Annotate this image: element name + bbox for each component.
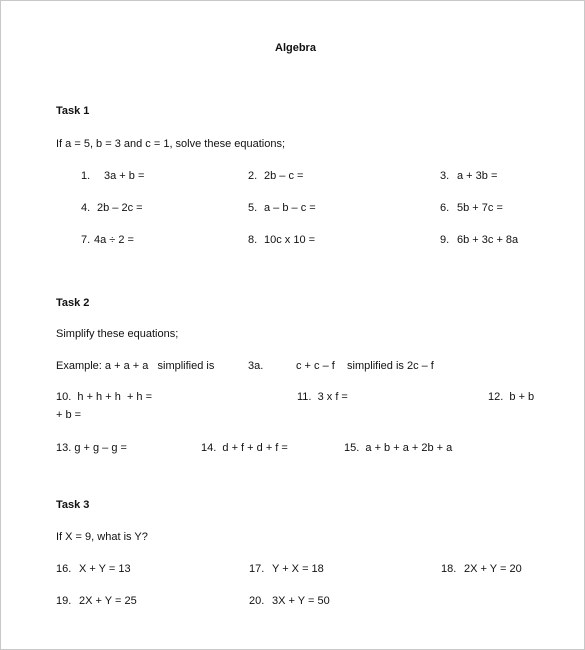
task2-item-14: 14. d + f + d + f =: [201, 442, 288, 454]
task2-heading: Task 2: [56, 297, 90, 309]
task1-item-2-number: 2.: [248, 170, 258, 182]
task1-item-3-expression: a + 3b =: [457, 170, 498, 182]
task1-item-7-number: 7.: [81, 234, 91, 246]
task1-item-6-number: 6.: [440, 202, 450, 214]
page-title: Algebra: [275, 42, 316, 54]
task3-heading: Task 3: [56, 499, 90, 511]
task3-item-20-number: 20.: [249, 595, 265, 607]
task3-item-16-number: 16.: [56, 563, 72, 575]
task1-item-7-expression: 4a ÷ 2 =: [94, 234, 134, 246]
task2-item-13: 13. g + g – g =: [56, 442, 127, 454]
task2-instruction: Simplify these equations;: [56, 328, 179, 340]
task1-item-9-expression: 6b + 3c + 8a: [457, 234, 519, 246]
task2-item-12: 12. b + b: [488, 391, 535, 403]
task2-item-10: 10. h + h + h + h =: [56, 391, 153, 403]
task3-item-19-expression: 2X + Y = 25: [79, 595, 137, 607]
task1-item-5-expression: a – b – c =: [264, 202, 316, 214]
task1-item-4-number: 4.: [81, 202, 91, 214]
task1-instruction: If a = 5, b = 3 and c = 1, solve these equations;: [56, 138, 286, 150]
task1-heading: Task 1: [56, 105, 90, 117]
task3-item-18-number: 18.: [441, 563, 457, 575]
task3-item-18-expression: 2X + Y = 20: [464, 563, 522, 575]
task3-item-17-expression: Y + X = 18: [272, 563, 324, 575]
task1-item-2-expression: 2b – c =: [264, 170, 304, 182]
task3-item-17-number: 17.: [249, 563, 265, 575]
task1-item-3-number: 3.: [440, 170, 450, 182]
task2-example-second: c + c – f simplified is 2c – f: [296, 360, 434, 372]
task1-item-4-expression: 2b – 2c =: [97, 202, 143, 214]
task1-item-5-number: 5.: [248, 202, 258, 214]
task2-item-15: 15. a + b + a + 2b + a: [344, 442, 453, 454]
task1-item-1-number: 1.: [81, 170, 91, 182]
task2-example-label: Example: a + a + a simplified is: [56, 360, 215, 372]
task3-item-16-expression: X + Y = 13: [79, 563, 131, 575]
task1-item-6-expression: 5b + 7c =: [457, 202, 503, 214]
task1-item-1-expression: 3a + b =: [104, 170, 145, 182]
task1-item-8-expression: 10c x 10 =: [264, 234, 316, 246]
task2-example-result: 3a.: [248, 360, 264, 372]
task2-item-12-continued: + b =: [56, 409, 82, 421]
task3-instruction: If X = 9, what is Y?: [56, 531, 148, 543]
task1-item-8-number: 8.: [248, 234, 258, 246]
task1-item-9-number: 9.: [440, 234, 450, 246]
task3-item-19-number: 19.: [56, 595, 72, 607]
task3-item-20-expression: 3X + Y = 50: [272, 595, 330, 607]
task2-item-11: 11. 3 x f =: [297, 391, 348, 403]
